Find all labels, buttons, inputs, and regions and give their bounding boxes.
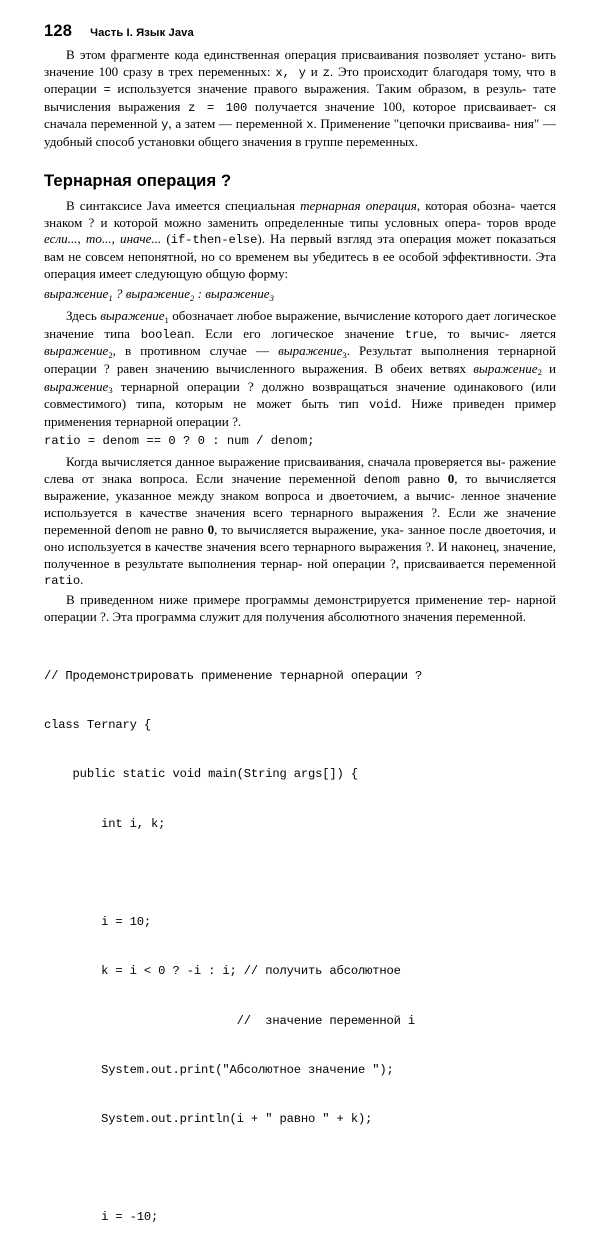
code-line-blank	[44, 865, 556, 881]
text-fragment: вить значение 100 сразу в трех переменных:	[44, 47, 556, 79]
text-fragment: ляется	[519, 325, 556, 341]
code-line: k = i < 0 ? -i : i; // получить абсолютное	[44, 964, 401, 979]
paragraph-ternary-intro	[44, 198, 556, 282]
code-span: denom	[114, 523, 151, 538]
emphasis-span: выражение	[473, 360, 538, 376]
text-fragment: особой эффективности. Эта операция имеет следующую общую форму:	[44, 248, 557, 281]
text-fragment: обозначает любое выражение, вычисление которого дает	[168, 308, 491, 324]
code-line: // значение переменной i	[44, 1013, 416, 1028]
text-fragment: ). На первый взгляд эта операция	[257, 231, 452, 247]
text-fragment: чается знаком	[44, 198, 556, 230]
paragraph-ternary-explanation	[44, 308, 556, 430]
code-line: System.out.println(i + " равно " + k);	[44, 1112, 373, 1126]
emphasis-span: тернарная операция	[300, 198, 417, 214]
text-fragment: ной операции ?, присваивается переменной	[307, 555, 556, 571]
code-line: // Продемонстрировать применение тернарной операции ?	[44, 669, 423, 684]
code-line: i = 10;	[44, 915, 152, 930]
text-fragment: , а затем — переменной	[168, 116, 307, 132]
text-fragment: Здесь	[66, 308, 101, 324]
emphasis-span: если..., то..., иначе...	[44, 231, 162, 247]
text-fragment: . Это происходит благодаря тому,	[329, 63, 522, 79]
text-fragment: выражения ?. И наконец, значение, полученное в результате выполнения тернар-	[44, 539, 556, 571]
text-fragment: . Если его логическое значение	[191, 325, 405, 341]
code-span: x	[306, 118, 314, 133]
page-header	[44, 0, 556, 47]
text-fragment: , то вычисляется выражение, ука-	[214, 521, 404, 537]
text-fragment: , в противном случае —	[112, 343, 279, 359]
subscript: 3	[108, 385, 113, 395]
text-fragment: переменной.	[455, 608, 527, 624]
text-fragment: Когда вычисляется данное выражение присваивания, сначала проверяется вы-	[66, 454, 506, 470]
text-fragment: занное после двоеточия, и оно используется в качестве значения всего тернарного	[44, 521, 557, 555]
emphasis-span: выражение	[278, 343, 343, 359]
code-span: if-then-else	[170, 233, 258, 248]
code-line: public static void main(String args[]) {	[44, 767, 358, 782]
code-span: true	[404, 327, 434, 342]
strong-span: 0	[447, 470, 455, 486]
paragraph-ternary-evaluation	[44, 454, 556, 590]
text-fragment: , которая обозна-	[416, 198, 515, 214]
section-title: Тернарная операция ?	[44, 170, 232, 190]
text-fragment: В синтаксисе Java имеется специальная	[66, 198, 301, 214]
page-number: 128	[44, 22, 73, 40]
code-span: =	[103, 83, 111, 98]
text-fragment: ленное значение используется в качестве значения всего тернарного выражения ?.	[44, 488, 556, 521]
text-fragment: тернарной операции ? должно возвращаться значение	[112, 378, 446, 394]
code-line: i = -10;	[44, 1210, 159, 1225]
text-fragment: и которой можно заменить определенные типы условных опера-	[94, 214, 481, 230]
code-listing	[44, 635, 556, 1258]
code-span: z = 100	[188, 100, 248, 115]
text-fragment: (	[161, 231, 171, 247]
text-fragment: тернарной операции ? равен значению вычисленного выражения. В обеих ветвях	[44, 343, 556, 376]
text-fragment: логическое значение типа	[44, 308, 557, 341]
text-fragment: вычисляется выражение, указанное между знаком вопроса и двоеточием, а вычис-	[44, 470, 556, 504]
subscript: 2	[537, 367, 542, 378]
text-fragment: может показаться вам не совсем непонятной, но со временем вы убедитесь в ее	[44, 231, 556, 264]
subscript: 3	[342, 349, 347, 360]
code-line: class Ternary {	[44, 718, 152, 733]
text-fragment: , то	[454, 470, 478, 486]
running-head: Часть I. Язык Java	[90, 27, 194, 39]
emphasis-span: выражение	[44, 343, 109, 359]
code-line: int i, k;	[44, 816, 166, 831]
strong-span: 0	[207, 521, 215, 537]
text-fragment: одинакового (или совместимого) типа, которым не может быть тип	[44, 378, 556, 412]
code-span: y	[161, 118, 169, 133]
text-fragment: ния" — удобный способ установки общего значения в группе переменных.	[44, 116, 557, 149]
text-fragment: и	[541, 360, 557, 376]
code-line-blank	[44, 1160, 556, 1176]
text-fragment: Если же значение переменной	[44, 505, 556, 537]
ternary-general-form: выражение$_1$ ? выражение$_2$ : выражение$_3$	[44, 286, 274, 303]
ternary-example-line: ratio = denom == 0 ? 0 : num / denom;	[44, 434, 315, 449]
text-fragment: . Результат выполнения	[346, 343, 489, 359]
text-fragment: нарной операции ?. Эта программа служит для получения абсолютного значения	[44, 592, 556, 624]
text-fragment: тате вычисления выражения	[44, 81, 556, 114]
text-fragment: равно	[399, 470, 448, 486]
text-fragment: , то вычис-	[433, 325, 510, 341]
text-fragment: В этом фрагменте кода единственная операция присваивания позволяет устано-	[66, 47, 526, 62]
text-fragment: .	[80, 572, 84, 588]
code-span: z	[322, 65, 330, 80]
subscript: 1	[164, 314, 169, 325]
text-fragment: что в операции	[44, 63, 557, 97]
text-fragment: . Применение "цепочки присваива-	[313, 116, 511, 132]
text-fragment: ?	[88, 214, 95, 230]
emphasis-span: выражение	[100, 308, 165, 324]
code-span: denom	[363, 472, 400, 487]
paragraph-chained-assignment	[44, 47, 556, 151]
subscript: 2	[108, 349, 113, 360]
code-span: void	[368, 398, 398, 413]
text-fragment: получается значение 100, которое присваивает-	[247, 98, 537, 114]
text-fragment: приведен пример применения тернарной операции ?.	[44, 396, 556, 429]
code-span: ratio	[44, 574, 81, 589]
code-span: boolean	[140, 327, 192, 342]
text-fragment: используется значение правого выражения. Таким образом, в резуль-	[110, 81, 527, 97]
code-line: System.out.print("Абсолютное значение ");	[44, 1062, 394, 1077]
emphasis-span: выражение	[44, 378, 109, 394]
page-body	[44, 47, 556, 1259]
text-fragment: . Ниже	[397, 396, 443, 412]
paragraph-program-intro	[44, 592, 556, 625]
code-span: x, y	[275, 65, 306, 80]
text-fragment: ся сначала переменной	[44, 98, 556, 132]
text-fragment: торов вроде	[487, 214, 556, 230]
text-fragment: ражение слева от знака вопроса. Если значение переменной	[44, 454, 556, 486]
text-fragment: В приведенном ниже примере программы демонстрируется применение тер-	[66, 592, 511, 608]
text-fragment: не равно	[150, 521, 208, 537]
text-fragment: и	[305, 63, 323, 79]
